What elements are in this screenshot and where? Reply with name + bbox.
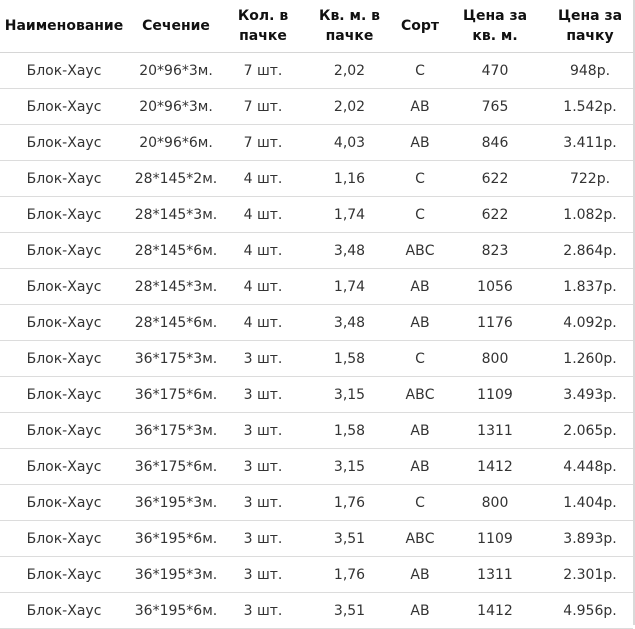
cell-name: Блок-Хаус [0,413,128,449]
cell-sort: АВ [397,449,443,485]
cell-section: 28*145*6м. [128,233,224,269]
cell-sqm: 3,15 [302,377,397,413]
cell-qty: 3 шт. [224,413,302,449]
cell-sqm: 3,51 [302,521,397,557]
cell-qty: 4 шт. [224,161,302,197]
table-row [0,557,633,593]
header-sort: Сорт [397,0,443,53]
cell-price-pack: 4.956р. [547,593,633,629]
cell-section: 20*96*6м. [128,125,224,161]
cell-qty: 3 шт. [224,341,302,377]
cell-qty: 3 шт. [224,377,302,413]
cell-price-sqm: 1412 [443,593,547,629]
cell-price-sqm: 470 [443,53,547,89]
cell-price-sqm: 1412 [443,449,547,485]
cell-sort: С [397,197,443,233]
header-row [0,0,633,53]
cell-sqm: 1,16 [302,161,397,197]
cell-name: Блок-Хаус [0,125,128,161]
table-row [0,197,633,233]
cell-qty: 3 шт. [224,449,302,485]
cell-section: 28*145*6м. [128,305,224,341]
table-header [0,0,633,53]
cell-price-pack: 1.082р. [547,197,633,233]
cell-name: Блок-Хаус [0,197,128,233]
cell-price-pack: 4.092р. [547,305,633,341]
cell-sqm: 1,58 [302,413,397,449]
cell-price-pack: 1.404р. [547,485,633,521]
cell-price-pack: 722р. [547,161,633,197]
cell-sqm: 1,76 [302,485,397,521]
cell-sqm: 4,03 [302,125,397,161]
cell-name: Блок-Хаус [0,449,128,485]
table-row [0,485,633,521]
cell-name: Блок-Хаус [0,53,128,89]
cell-price-pack: 1.542р. [547,89,633,125]
cell-sqm: 1,74 [302,197,397,233]
cell-qty: 4 шт. [224,269,302,305]
table-row [0,125,633,161]
cell-qty: 3 шт. [224,485,302,521]
cell-name: Блок-Хаус [0,521,128,557]
cell-section: 36*195*6м. [128,593,224,629]
cell-price-pack: 1.260р. [547,341,633,377]
cell-sort: С [397,161,443,197]
cell-sort: С [397,485,443,521]
cell-price-sqm: 1109 [443,521,547,557]
table-row [0,413,633,449]
table-row [0,233,633,269]
cell-price-pack: 4.448р. [547,449,633,485]
cell-name: Блок-Хаус [0,233,128,269]
cell-sqm: 1,58 [302,341,397,377]
cell-price-sqm: 622 [443,161,547,197]
cell-price-sqm: 765 [443,89,547,125]
cell-name: Блок-Хаус [0,305,128,341]
cell-price-sqm: 622 [443,197,547,233]
cell-name: Блок-Хаус [0,377,128,413]
cell-price-sqm: 800 [443,485,547,521]
header-name: Наименование [0,0,128,53]
cell-name: Блок-Хаус [0,161,128,197]
cell-section: 36*175*6м. [128,377,224,413]
cell-name: Блок-Хаус [0,341,128,377]
cell-qty: 3 шт. [224,521,302,557]
cell-name: Блок-Хаус [0,593,128,629]
header-sqm: Кв. м. в пачке [302,0,397,53]
header-section: Сечение [128,0,224,53]
cell-section: 28*145*2м. [128,161,224,197]
cell-section: 36*195*3м. [128,485,224,521]
cell-section: 28*145*3м. [128,197,224,233]
cell-sort: АВ [397,593,443,629]
cell-sqm: 3,48 [302,305,397,341]
cell-name: Блок-Хаус [0,485,128,521]
cell-sort: АВ [397,305,443,341]
table-row [0,53,633,89]
cell-price-sqm: 846 [443,125,547,161]
cell-qty: 3 шт. [224,593,302,629]
cell-section: 20*96*3м. [128,89,224,125]
cell-name: Блок-Хаус [0,89,128,125]
cell-price-sqm: 1311 [443,557,547,593]
cell-sort: С [397,341,443,377]
cell-qty: 3 шт. [224,557,302,593]
table-row [0,341,633,377]
header-price-pack: Цена за пачку [547,0,633,53]
cell-price-sqm: 1109 [443,377,547,413]
cell-sort: АВ [397,89,443,125]
cell-price-pack: 948р. [547,53,633,89]
table-row [0,269,633,305]
cell-sqm: 3,51 [302,593,397,629]
cell-sort: АВС [397,377,443,413]
table-row [0,89,633,125]
header-qty: Кол. в пачке [224,0,302,53]
cell-sort: АВ [397,269,443,305]
cell-section: 28*145*3м. [128,269,224,305]
cell-name: Блок-Хаус [0,269,128,305]
cell-price-sqm: 823 [443,233,547,269]
cell-price-sqm: 1311 [443,413,547,449]
cell-sqm: 2,02 [302,53,397,89]
cell-sqm: 3,48 [302,233,397,269]
cell-section: 36*195*3м. [128,557,224,593]
cell-price-sqm: 1176 [443,305,547,341]
cell-price-pack: 1.837р. [547,269,633,305]
cell-price-pack: 2.065р. [547,413,633,449]
cell-qty: 4 шт. [224,233,302,269]
cell-qty: 7 шт. [224,53,302,89]
cell-section: 36*175*3м. [128,341,224,377]
cell-price-pack: 3.893р. [547,521,633,557]
cell-sort: С [397,53,443,89]
cell-price-pack: 3.493р. [547,377,633,413]
cell-qty: 7 шт. [224,125,302,161]
cell-sort: АВ [397,125,443,161]
cell-price-pack: 2.864р. [547,233,633,269]
cell-sort: АВС [397,521,443,557]
cell-sqm: 2,02 [302,89,397,125]
cell-qty: 4 шт. [224,305,302,341]
cell-sqm: 1,74 [302,269,397,305]
cell-section: 36*195*6м. [128,521,224,557]
cell-price-sqm: 1056 [443,269,547,305]
cell-section: 20*96*3м. [128,53,224,89]
table-body [0,53,633,629]
table-row [0,377,633,413]
cell-sort: АВ [397,557,443,593]
cell-name: Блок-Хаус [0,557,128,593]
table-row [0,161,633,197]
cell-qty: 7 шт. [224,89,302,125]
cell-sort: АВ [397,413,443,449]
cell-sort: АВС [397,233,443,269]
cell-price-pack: 3.411р. [547,125,633,161]
header-price-sqm: Цена за кв. м. [443,0,547,53]
cell-qty: 4 шт. [224,197,302,233]
cell-section: 36*175*3м. [128,413,224,449]
cell-sqm: 1,76 [302,557,397,593]
table-row [0,449,633,485]
table-row [0,593,633,629]
cell-section: 36*175*6м. [128,449,224,485]
table-row [0,521,633,557]
cell-price-sqm: 800 [443,341,547,377]
cell-price-pack: 2.301р. [547,557,633,593]
cell-sqm: 3,15 [302,449,397,485]
table-row [0,305,633,341]
